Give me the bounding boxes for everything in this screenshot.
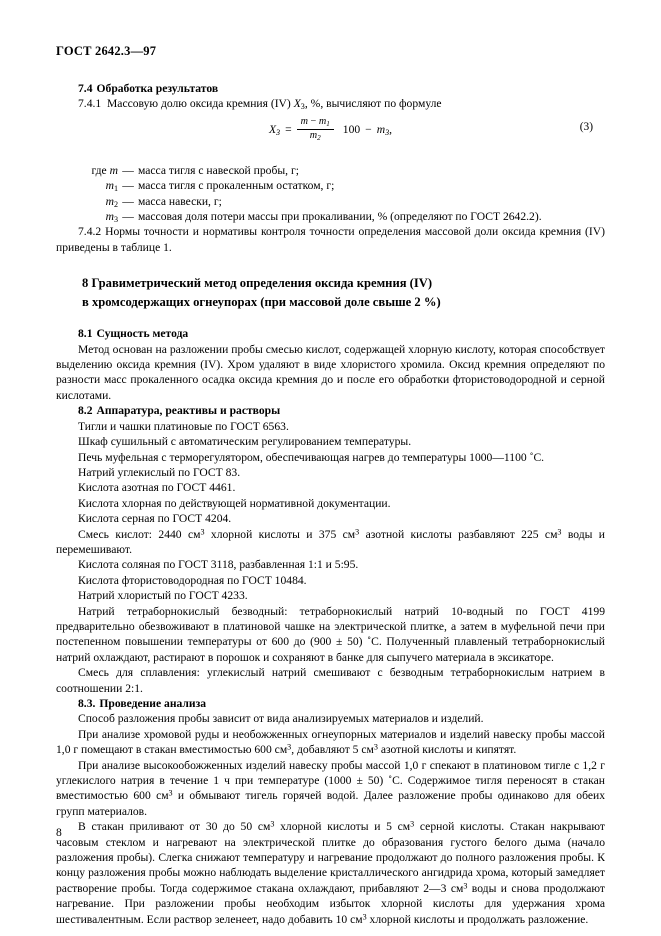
- unit-exponent: 3: [373, 742, 378, 752]
- page-number: 8: [56, 826, 62, 839]
- heading-section-8: [56, 274, 605, 312]
- para-8-3-3: При анализе высокообожженных изделий навеску пробы массой 1,0 г спекают в платиновом тигле с 1,2 г углекислого натрия в течение 1 ч при температуре (1000 ± 50) ˚С. Содержимое тигля переносят в стакан вместимостью 600 $см^3$ и обмывают тигель горячей водой. Далее разложение пробы одинаково для обеих групп материалов.: [56, 758, 605, 818]
- unit-exponent: 3: [463, 881, 468, 891]
- reagent-item: Кислота фтористоводородная по ГОСТ 10484.: [78, 573, 307, 587]
- variable-symbol: m: [109, 163, 118, 177]
- heading-8-1-title: Сущность метода: [96, 327, 189, 341]
- variable-definition-row: [56, 194, 605, 209]
- variable-symbol: m: [105, 179, 114, 193]
- reagent-item: Кислота хлорная по действующей нормативной документации.: [78, 496, 391, 510]
- variable-dash: —: [122, 194, 134, 208]
- variable-definition-row: [56, 209, 605, 224]
- formula-numerator-a: m: [300, 115, 308, 127]
- unit-exponent: 3: [557, 527, 562, 537]
- formula-3-expression: [269, 117, 392, 141]
- heading-section-8-line2: в хромсодержащих огнеупорах (при массовой доле свыше 2 %): [82, 295, 441, 310]
- formula-trailing-term: [377, 123, 392, 136]
- formula-denominator-sub: 2: [317, 133, 321, 142]
- formula-lhs: [269, 123, 280, 136]
- formula-denominator: [306, 130, 325, 142]
- reagent-item: Тигли и чашки платиновые по ГОСТ 6563.: [78, 419, 289, 433]
- formula-factor: 100: [342, 122, 361, 136]
- page-content: [56, 44, 605, 927]
- variable-symbol-sub: 3: [113, 215, 118, 225]
- para-7-4-1-text-b: , %, вычисляют по формуле: [304, 97, 442, 111]
- reagent-item: Натрий хлористый по ГОСТ 4233.: [78, 589, 248, 603]
- formula-equals: =: [285, 122, 292, 136]
- standard-header: ГОСТ 2642.3—97: [56, 44, 157, 58]
- para-7-4-1-variable-sub: 3: [300, 102, 305, 112]
- variable-lead: [56, 209, 118, 224]
- heading-7-4: [56, 81, 605, 96]
- para-7-4-1-variable: X: [293, 97, 301, 111]
- formula-trailing-var: m: [376, 122, 386, 136]
- formula-lhs-symbol: X: [268, 122, 277, 136]
- variable-lead: [56, 178, 118, 193]
- variable-dash: —: [122, 163, 134, 177]
- heading-8-3-number: 8.3.: [78, 697, 96, 710]
- para-8-1-body: Метод основан на разложении пробы смесью кислот, содержащей хлорную кислоту, которая способствует выделению оксида кремния (IV). Хром удаляют в виде хлористого хромила. Оксид кремния определяют по разности масс прокаленного осадка оксида кремния до и после его обработки фтористоводородной и серной кислотами.: [56, 342, 605, 402]
- variable-symbol: m: [105, 194, 114, 208]
- reagent-item: Кислота серная по ГОСТ 4204.: [78, 512, 232, 526]
- para-7-4-2: 7.4.2 Нормы точности и нормативы контроля точности определения массовой доли оксида кремния (IV) приведены в таблице 1.: [56, 225, 605, 254]
- heading-7-4-number: 7.4: [78, 82, 93, 95]
- variable-definition-row: [56, 178, 605, 193]
- unit-exponent: 3: [410, 819, 415, 829]
- formula-numerator-minus: −: [310, 115, 317, 127]
- unit-exponent: 3: [287, 742, 292, 752]
- where-label: где: [91, 163, 107, 177]
- para-7-4-1-number: 7.4.1: [78, 97, 102, 111]
- para-7-4-1: [56, 96, 605, 111]
- para-7-4-1-text-a: Массовую долю оксида кремния (IV): [106, 97, 291, 111]
- reagent-item: Кислота азотная по ГОСТ 4461.: [78, 481, 236, 495]
- variable-symbol-sub: 2: [113, 199, 118, 209]
- variable-lead: [56, 163, 118, 178]
- heading-8-2: [56, 403, 605, 418]
- reagent-item: Шкаф сушильный с автоматическим регулированием температуры.: [78, 435, 412, 449]
- variable-definition-row: [56, 163, 605, 178]
- variable-description: масса тигля с прокаленным остатком, г;: [138, 179, 335, 193]
- para-borax-preparation: Натрий тетраборнокислый безводный: тетраборнокислый натрий 10-водный по ГОСТ 4199 предварительно обезвоживают в платиновой чашке на электрической плитке, а затем в муфельной печи при постепенном повышении температуры от 600 до (900 ± 50) ˚С. Полученный плавленый тетраборнокислый натрий охлаждают, растирают в порошок и сохраняют в банке для сыпучего материала в эксикаторе.: [56, 604, 605, 664]
- formula-trailing-var-sub: 3: [385, 127, 390, 137]
- heading-8-2-title: Аппаратура, реактивы и растворы: [96, 404, 281, 418]
- unit-exponent: 3: [168, 789, 173, 799]
- heading-7-4-title: Обработка результатов: [96, 82, 219, 95]
- para-fusion-mixture: Смесь для сплавления: углекислый натрий смешивают с безводным тетраборнокислым натрием в соотношении 2:1.: [56, 666, 605, 695]
- variable-description: массовая доля потери массы при прокаливании, % (определяют по ГОСТ 2642.2).: [138, 210, 542, 224]
- unit-exponent: 3: [270, 819, 275, 829]
- para-8-3-1: Способ разложения пробы зависит от вида анализируемых материалов и изделий.: [78, 712, 484, 726]
- variable-symbol-sub: 1: [113, 184, 118, 194]
- unit-exponent: 3: [355, 527, 360, 537]
- unit-exponent: 3: [200, 527, 205, 537]
- reagent-item: Печь муфельная с терморегулятором, обеспечивающая нагрев до температуры 1000—1100 ˚С.: [78, 450, 545, 464]
- reagent-item: Кислота соляная по ГОСТ 3118, разбавленная 1:1 и 5:95.: [78, 558, 359, 572]
- formula-denominator-symbol: m: [309, 129, 318, 141]
- variable-description: масса навески, г;: [138, 194, 222, 208]
- variable-symbol: m: [105, 210, 114, 224]
- formula-trailing-minus: −: [365, 122, 372, 136]
- para-8-3-2: При анализе хромовой руды и необожженных огнеупорных материалов и изделий навеску пробы массой 1,0 г помещают в стакан вместимостью 600 $см^3$, добавляют 5 $см^3$ азотной кислоты и кипятят.: [56, 727, 605, 757]
- formula-number-3: (3): [579, 120, 593, 133]
- formula-numerator-b-sub: 1: [326, 119, 330, 128]
- heading-8-3-title: Проведение анализа: [99, 697, 207, 710]
- variable-dash: —: [122, 179, 134, 193]
- variable-description: масса тигля с навеской пробы, г;: [138, 163, 299, 177]
- heading-8-3: [56, 696, 605, 711]
- variable-lead: [56, 194, 118, 209]
- formula-3: [56, 117, 605, 141]
- formula-fraction: [297, 117, 334, 141]
- heading-8-1: [56, 326, 605, 341]
- heading-8-2-number: 8.2: [78, 404, 93, 418]
- heading-8-1-number: 8.1: [78, 327, 93, 341]
- formula-lhs-sub: 3: [276, 127, 281, 137]
- formula-numerator: [297, 117, 334, 130]
- unit-exponent: 3: [362, 912, 367, 922]
- para-acid-mixture: Смесь кислот: 2440 $см^3$ хлорной кислоты и 375 $см^3$ азотной кислоты разбавляют 225 $см^3$ воды и перемешивают.: [56, 527, 605, 556]
- variable-dash: —: [122, 210, 134, 224]
- para-8-3-4: В стакан приливают от 30 до 50 $см^3$ хлорной кислоты и 5 $см^3$ серной кислоты. Стакан накрывают часовым стеклом и нагревают на электрической плитке до образования густого белого дыма (начало разложения пробы). Слегка снижают температуру и нагревание продолжают до полного разложения пробы. К концу разложения пробы можно наблюдать выделение кристаллического ангидрида хрома, который замедляет растворение пробы. Тогда содержимое стакана охлаждают, прибавляют 2—3 $см^3$ воды и снова продолжают нагревание. При разложении пробы необходим избыток хлорной кислоты для удержания хрома шестивалентным. Если раствор зеленеет, надо добавить 10 $см^3$ хлорной кислоты и продолжать разложение.: [56, 819, 606, 926]
- formula-block-3: [56, 117, 605, 157]
- heading-section-8-line1: 8 Гравиметрический метод определения оксида кремния (IV): [82, 276, 433, 291]
- variable-definitions: [56, 163, 605, 225]
- formula-trailing-comma: ,: [389, 122, 393, 136]
- formula-numerator-b: m: [318, 115, 327, 127]
- reagent-item: Натрий углекислый по ГОСТ 83.: [78, 465, 241, 479]
